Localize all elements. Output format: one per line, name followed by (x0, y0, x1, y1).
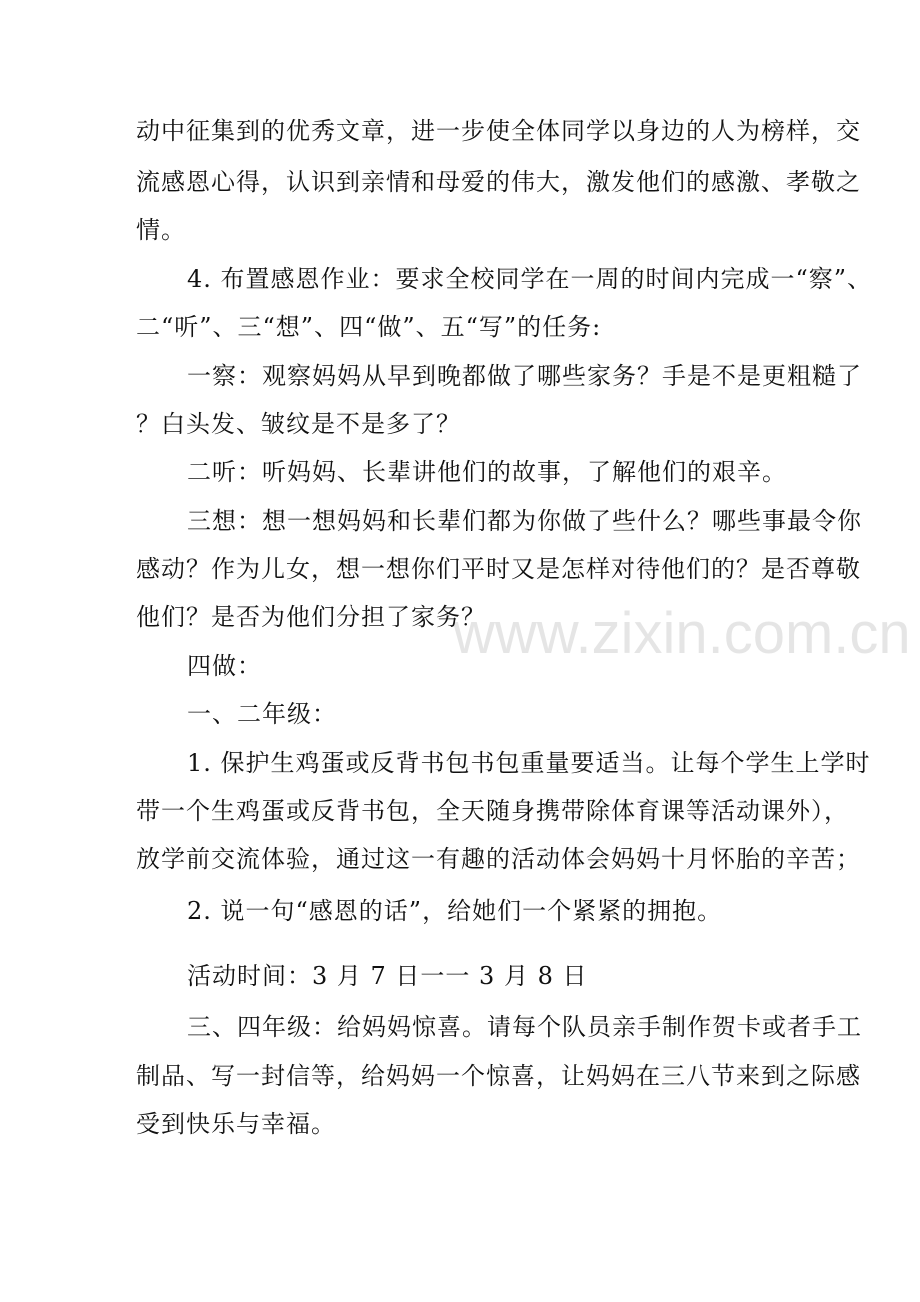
text-line-3: 情。 (136, 216, 186, 244)
text-line-16: 放学前交流体验，通过这一有趣的活动体会妈妈十月怀胎的辛苦； (136, 845, 861, 873)
text-line-10: 感动？作为儿女，想一想你们平时又是怎样对待他们的？是否尊敬 (136, 555, 861, 583)
text-line-8: 二听：听妈妈、长辈讲他们的故事，了解他们的艰辛。 (187, 458, 787, 486)
text-line-14: 1. 保护生鸡蛋或反背书包书包重量要适当。让每个学生上学时 (187, 749, 871, 777)
text-line-21: 受到快乐与幸福。 (136, 1110, 336, 1138)
text-line-17: 2. 说一句“感恩的话”，给她们一个紧紧的拥抱。 (187, 897, 723, 925)
text-line-12: 四做： (187, 652, 262, 680)
text-line-9: 三想：想一想妈妈和长辈们都为你做了些什么？哪些事最令你 (187, 507, 862, 535)
text-line-13: 一、二年级： (187, 700, 337, 728)
watermark: www.zixin.com.cn (453, 601, 911, 666)
text-line-19: 三、四年级：给妈妈惊喜。请每个队员亲手制作贺卡或者手工 (187, 1013, 862, 1041)
text-line-6: 一察：观察妈妈从早到晚都做了哪些家务？手是不是更粗糙了 (187, 362, 862, 390)
text-line-7: ？白头发、皱纹是不是多了？ (136, 410, 461, 438)
text-line-20: 制品、写一封信等，给妈妈一个惊喜，让妈妈在三八节来到之际感 (136, 1062, 861, 1090)
text-line-15: 带一个生鸡蛋或反背书包，全天随身携带除体育课等活动课外）， (136, 797, 849, 825)
text-line-2: 流感恩心得，认识到亲情和母爱的伟大，激发他们的感激、孝敬之 (136, 168, 861, 196)
text-line-1: 动中征集到的优秀文章，进一步使全体同学以身边的人为榜样，交 (136, 117, 861, 145)
text-line-11: 他们？是否为他们分担了家务？ (136, 603, 486, 631)
text-line-4: 4. 布置感恩作业：要求全校同学在一周的时间内完成一“察”、 (187, 265, 873, 293)
text-line-5: 二“听”、三“想”、四“做”、五“写”的任务: (136, 313, 602, 341)
text-line-18: 活动时间：3 月 7 日一一 3 月 8 日 (187, 962, 588, 990)
